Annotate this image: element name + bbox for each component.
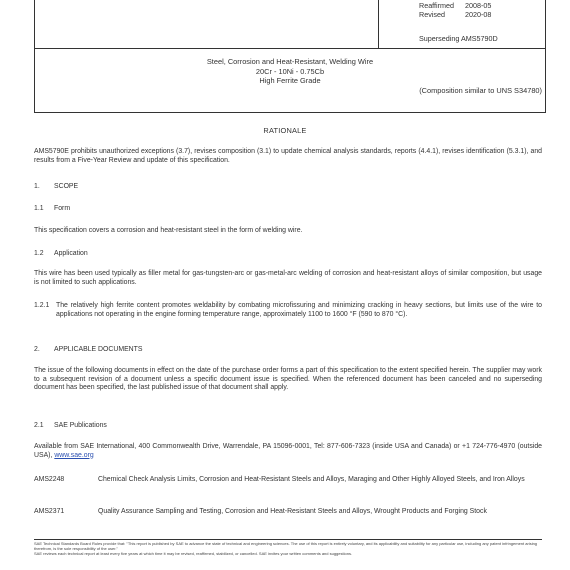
form-text: This specification covers a corrosion and heat-resistant steel in the form of welding wire.	[34, 227, 303, 234]
composition-similar-note: (Composition similar to UNS S34780)	[419, 85, 542, 95]
section-heading-scope	[34, 183, 78, 190]
section-number: 1.	[34, 183, 40, 190]
section-title: SAE Publications	[54, 422, 107, 429]
superseding-note: Superseding AMS5790D	[419, 34, 498, 43]
footer-line-2: SAE reviews each technical report at least every five years at which time it may be revised, reaffirmed, stabilized, or cancelled. SAE invites your written comments and suggestions.	[34, 551, 353, 556]
application-text: This wire has been used typically as filler metal for gas-tungsten-arc or gas-metal-arc welding of corrosion and heat-resistant alloys of similar composition, but usage is not limited to such applications.	[34, 270, 542, 286]
document-title-box	[34, 48, 546, 113]
document-title: Steel, Corrosion and Heat-Resistant, Welding Wire	[206, 57, 374, 66]
footer-line-1: SAE Technical Standards Board Rules provide that: "This report is published by SAE to advance the state of technical and engineering sciences. The use of this report is entirely voluntary, and its applicability and suitability for any particular use, including any patent infringement arising therefrom, is the sole responsibility of the user."	[34, 541, 538, 551]
rationale-heading: RATIONALE	[263, 126, 307, 135]
document-header-box	[34, 0, 546, 49]
composition-line: 20Cr - 10Ni - 0.75Cb	[255, 66, 325, 76]
subsection-1-2-1	[34, 302, 542, 319]
footer-divider	[34, 539, 542, 540]
section-title: Form	[54, 205, 71, 212]
section-title: SCOPE	[54, 183, 79, 190]
sae-publications-text	[34, 443, 542, 460]
reference-code: AMS2248	[34, 476, 65, 483]
date-value: 2020-08	[465, 10, 492, 19]
reference-ams2371	[34, 508, 542, 517]
revision-dates	[419, 1, 491, 19]
section-title: APPLICABLE DOCUMENTS	[54, 346, 143, 353]
section-heading-form	[34, 205, 70, 212]
reference-title: Chemical Check Analysis Limits, Corrosion and Heat-Resistant Steels and Alloys, Maraging and Other Highly Alloyed Steels, and Iron Alloys	[98, 476, 525, 483]
section-heading-applicable-documents	[34, 346, 142, 353]
section-number: 2.1	[34, 422, 44, 429]
header-divider	[378, 0, 379, 48]
sae-website-link[interactable]: www.sae.org	[54, 451, 94, 459]
reference-title: Quality Assurance Sampling and Testing, Corrosion and Heat-Resistant Steels and Alloys, Wrought Products and Forging Stock	[98, 508, 487, 515]
date-label: Reaffirmed	[419, 1, 455, 10]
section-number: 2.	[34, 346, 40, 353]
subsection-number: 1.2.1	[34, 302, 50, 309]
footer-notice	[34, 541, 542, 556]
section-number: 1.2	[34, 250, 44, 257]
subsection-text: The relatively high ferrite content promotes weldability by combating microfissuring and minimizing cracking in heavy sections, but limits use of the wire to applications not operating in the engine forming temperature range, approximately 1100 to 1600 °F (590 to 870 °C).	[56, 302, 542, 318]
reference-ams2248	[34, 476, 542, 485]
applicable-documents-text: The issue of the following documents in effect on the date of the purchase order forms a part of this specification to the extent specified herein. The supplier may work to a subsequent revision of a document unless a specific document issue is specified. When the referenced document has been canceled and no superseding document has been specified, the last published issue of that document shall apply.	[34, 367, 542, 392]
date-value: 2008-05	[465, 1, 492, 10]
date-label: Revised	[419, 10, 445, 19]
section-number: 1.1	[34, 205, 44, 212]
section-heading-application	[34, 250, 88, 257]
reference-code: AMS2371	[34, 508, 65, 515]
date-row-revised	[419, 10, 491, 19]
sae-address-text: Available from SAE International, 400 Commonwealth Drive, Warrendale, PA 15096-0001, Tel: 877-606-7323 (inside USA and Canada) or +1 724-776-4970 (outside USA),	[34, 443, 542, 459]
rationale-text: AMS5790E prohibits unauthorized exceptions (3.7), revises composition (3.1) to update chemical analysis standards, reports (4.4.1), revises identification (5.3.1), and results from a Five-Year Review and update of this specification.	[34, 148, 542, 164]
section-heading-sae-publications	[34, 422, 107, 429]
date-row-reaffirmed	[419, 1, 491, 10]
grade-line: High Ferrite Grade	[259, 76, 321, 85]
section-title: Application	[54, 250, 88, 257]
